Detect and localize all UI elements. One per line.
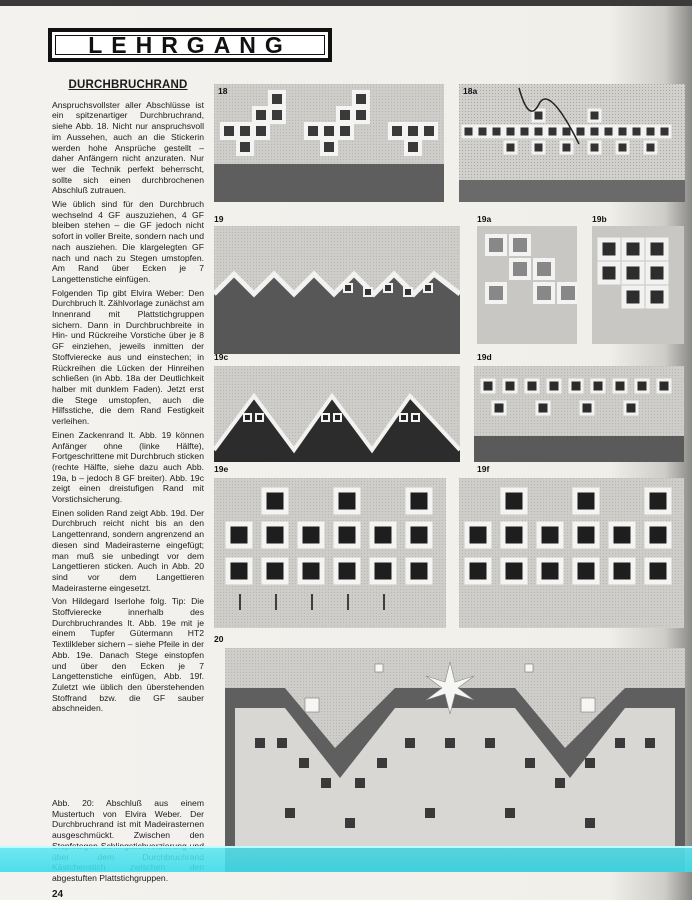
figure-18a bbox=[459, 84, 685, 202]
figure-18-photo bbox=[214, 84, 444, 202]
section-header bbox=[48, 28, 332, 62]
paragraph: Wie üblich sind für den Durchbruch wechselnd 4 GF auszuziehen, 4 GF bleiben stehen – die GF jedoch nicht sofort in voller Breite, sondern nach und nach ausziehen. Die klargelegten GF nach und nach zu Stegen umstopfen. Am Rand über Ecken je 7 Langettenstiche einfügen. bbox=[52, 199, 204, 284]
section-title: LEHRGANG bbox=[88, 31, 292, 58]
figure-18 bbox=[214, 84, 444, 202]
figure-19d bbox=[474, 366, 684, 462]
article-heading: DURCHBRUCHRAND bbox=[68, 79, 188, 91]
page-number: 24 bbox=[52, 889, 64, 900]
figure-19f bbox=[459, 478, 684, 628]
paragraph: Folgenden Tip gibt Elvira Weber: Den Durchbruch lt. Zählvorlage zunächst am Innenrand mit Plattstichgruppen sichern. Dann in Durchbruchbreite in Hin- und Rückreihe Vorstiche über je 8 GF einziehen, jeweils inmitten der Stoffvierecke aus und einstechen; in Rückreihen die Lücken der Hinreihen schließen (in Abb. 18a der Deutlichkeit halber mit dunklem Faden). Jetzt erst die Stege umstopfen, auch die Hilfsstiche, die dem Rand Festigkeit verleihen. bbox=[52, 287, 204, 427]
figure-19-photo bbox=[214, 226, 460, 354]
top-edge bbox=[0, 0, 692, 6]
paragraph: Einen Zackenrand lt. Abb. 19 können Anfänger ohne (linke Hälfte), Fortgeschrittene mit Durchbruch sticken (rechte Hälfte, siehe dazu auch Abb. 19a, b – jedoch 8 GF breiter). Abb. 19c zeigt einen dreistufigen Rand mit Vorstichsicherung. bbox=[52, 429, 204, 505]
figure-19d-photo bbox=[474, 366, 684, 462]
figure-19c-photo bbox=[214, 366, 460, 462]
highlight-band bbox=[0, 846, 692, 872]
figure-label: 20 bbox=[214, 634, 224, 644]
figure-label: 19d bbox=[477, 352, 492, 362]
figure-label: 18 bbox=[218, 86, 228, 96]
figure-label: 19 bbox=[214, 214, 224, 224]
figure-label: 19b bbox=[592, 214, 607, 224]
figure-label: 19a bbox=[477, 214, 492, 224]
figure-label: 19f bbox=[477, 464, 490, 474]
highlight-band-edge bbox=[0, 846, 692, 848]
figure-19 bbox=[214, 226, 460, 354]
figure-label: 19e bbox=[214, 464, 229, 474]
figure-19e-photo bbox=[214, 478, 446, 628]
figure-caption: Abb. 20: Abschluß aus einem Mustertuch von Elvira Weber. Der Durchbruchrand ist mit Madeirasternen ausgeschmückt. Zwischen den abgestuften Plattstichgruppen. bbox=[52, 798, 204, 883]
figure-18a-photo bbox=[459, 84, 685, 202]
paragraph: Einen soliden Rand zeigt Abb. 19d. Der Durchbruch reicht nicht bis an den Langettenrand, sondern angrenzend an diesen sind Madeirasterne eingefügt; man muß sie unbedingt vor dem Langettieren sticken. Auch in Abb. 20 sind vor dem Langettieren Madeirasterne eingesetzt. bbox=[52, 507, 204, 593]
article-text-column bbox=[52, 80, 204, 717]
paragraph: Von Hildegard Iserlohe folg. Tip: Die Stoffvierecke innerhalb des Durchbruchrandes lt. Abb. 19e mit je einem Tupfer Gütermann HT2 Textilkleber sichern – siehe Pfeile in der Abb. 19e. Danach Stege einstopfen und über den Ecken je 7 Langettenstiche einfügen, Abb. 19f. Zuletzt wie üblich den überstehenden Stoffrand bzw. die GF sauber abschneiden. bbox=[52, 596, 204, 714]
figure-label: 19c bbox=[214, 352, 229, 362]
figure-20-photo bbox=[225, 648, 685, 872]
figure-19a-photo bbox=[477, 226, 577, 344]
figure-19a bbox=[477, 226, 577, 344]
figure-19b bbox=[592, 226, 684, 344]
figure-19e bbox=[214, 478, 446, 628]
figure-19c bbox=[214, 366, 460, 462]
figure-20 bbox=[225, 648, 685, 872]
figure-label: 18a bbox=[463, 86, 478, 96]
paragraph: Anspruchsvollster aller Abschlüsse ist ein spitzenartiger Durchbruchrand, siehe Abb. 18. Nicht nur anspruchsvoll im Aussehen, auch an die Stickerin werden hohe Ansprüche gestellt – daher Anfängern nicht anzuraten. Nur wer die Technik perfekt beherrscht, sollte sich einen durchbrochenen Abschluß zutrauen. bbox=[52, 99, 204, 196]
figure-19b-photo bbox=[592, 226, 684, 344]
figure-19f-photo bbox=[459, 478, 684, 628]
